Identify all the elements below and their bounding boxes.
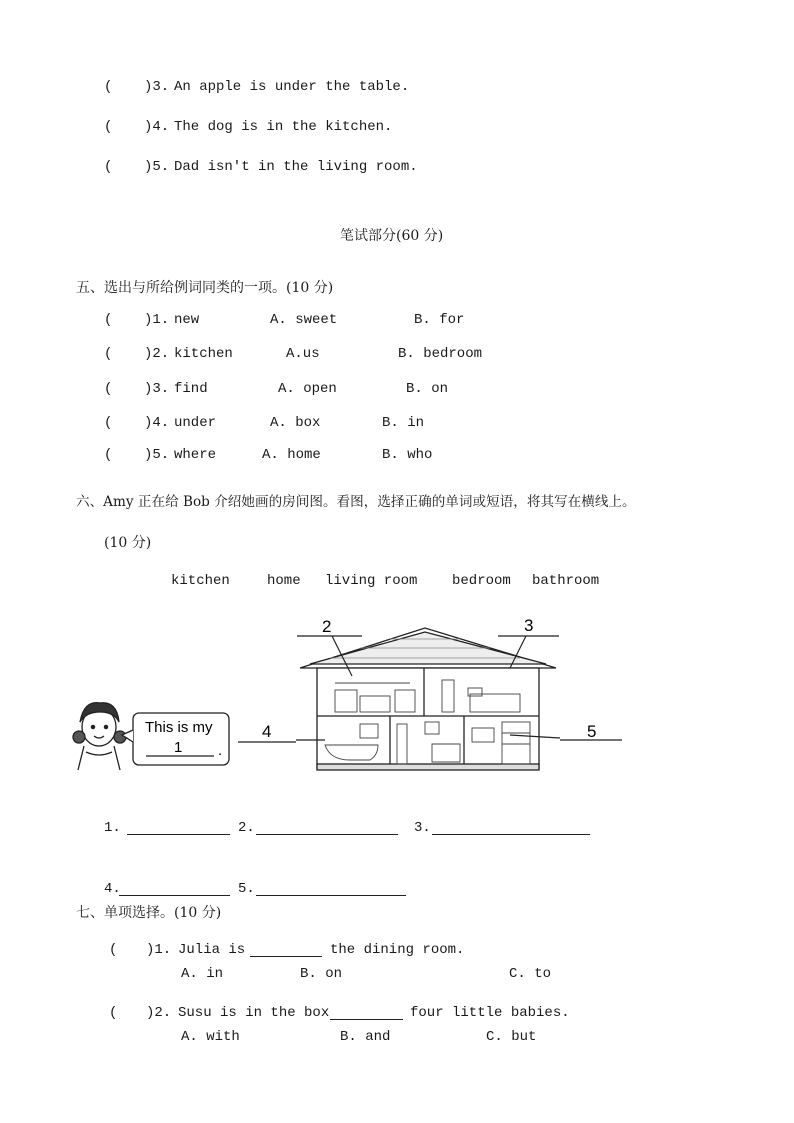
option-a[interactable]: A. with xyxy=(181,1029,240,1045)
word-bank-item: bathroom xyxy=(532,573,600,589)
answer-number: 1. xyxy=(104,820,121,836)
fill-blank[interactable] xyxy=(250,942,322,957)
answer-paren[interactable]: ( xyxy=(104,415,113,431)
label-5: 5 xyxy=(587,722,597,741)
item-number: )5. xyxy=(144,159,170,175)
item-number: )4. xyxy=(144,119,170,135)
answer-paren[interactable]: ( xyxy=(104,447,113,463)
word-bank-item: bedroom xyxy=(452,573,511,589)
answer-blank-2[interactable] xyxy=(256,820,398,835)
word-bank-item: home xyxy=(267,573,301,589)
speech-blank-number: 1 xyxy=(174,739,183,756)
example-word: where xyxy=(174,447,217,463)
section-6-title: 六、Amy 正在给 Bob 介绍她画的房间图。看图，选择正确的单词或短语，将其写在横线上。 xyxy=(76,494,636,510)
option-b[interactable]: B. on xyxy=(300,966,343,982)
item-number: )3. xyxy=(144,381,170,397)
speech-text: This is my xyxy=(145,719,213,736)
option-c[interactable]: C. to xyxy=(509,966,552,982)
answer-blank-5[interactable] xyxy=(256,881,406,896)
answer-paren[interactable]: ( xyxy=(104,119,113,135)
answer-number: 4. xyxy=(104,881,121,897)
section-5-title: 五、选出与所给例词同类的一项。(10 分) xyxy=(76,280,334,296)
item-text: Dad isn't in the living room. xyxy=(174,159,418,175)
option-b[interactable]: B. and xyxy=(340,1029,391,1045)
item-text-after: four little babies. xyxy=(410,1005,570,1021)
answer-blank-4[interactable] xyxy=(119,881,230,896)
answer-paren[interactable]: ( xyxy=(109,942,118,958)
item-number: )4. xyxy=(144,415,170,431)
section-7-title: 七、单项选择。(10 分) xyxy=(76,905,222,921)
option-a[interactable]: A. sweet xyxy=(270,312,338,328)
example-word: new xyxy=(174,312,200,328)
item-text-after: the dining room. xyxy=(330,942,465,958)
item-text-before: Susu is in the box xyxy=(178,1005,330,1021)
answer-blank-3[interactable] xyxy=(432,820,590,835)
item-number: )5. xyxy=(144,447,170,463)
option-b[interactable]: B. for xyxy=(414,312,465,328)
label-4: 4 xyxy=(262,722,272,741)
answer-paren[interactable]: ( xyxy=(104,159,113,175)
option-a[interactable]: A. box xyxy=(270,415,321,431)
item-number: )2. xyxy=(146,1005,172,1021)
label-3: 3 xyxy=(524,616,534,635)
item-text: The dog is in the kitchen. xyxy=(174,119,393,135)
label-2: 2 xyxy=(322,617,332,636)
answer-paren[interactable]: ( xyxy=(104,381,113,397)
answer-number: 2. xyxy=(238,820,255,836)
house-illustration xyxy=(0,600,794,800)
example-word: find xyxy=(174,381,208,397)
answer-paren[interactable]: ( xyxy=(104,312,113,328)
option-b[interactable]: B. on xyxy=(406,381,449,397)
option-b[interactable]: B. who xyxy=(382,447,433,463)
item-text: An apple is under the table. xyxy=(174,79,410,95)
answer-paren[interactable]: ( xyxy=(109,1005,118,1021)
option-c[interactable]: C. but xyxy=(486,1029,537,1045)
example-word: under xyxy=(174,415,217,431)
answer-paren[interactable]: ( xyxy=(104,346,113,362)
item-text-before: Julia is xyxy=(178,942,246,958)
example-word: kitchen xyxy=(174,346,233,362)
item-number: )3. xyxy=(144,79,170,95)
option-a[interactable]: A. home xyxy=(262,447,321,463)
answer-paren[interactable]: ( xyxy=(104,79,113,95)
option-b[interactable]: B. bedroom xyxy=(398,346,483,362)
answer-number: 3. xyxy=(414,820,431,836)
option-a[interactable]: A. in xyxy=(181,966,224,982)
girl-figure-icon xyxy=(73,703,126,770)
answer-blank-1[interactable] xyxy=(127,820,230,835)
item-number: )2. xyxy=(144,346,170,362)
option-a[interactable]: A. open xyxy=(278,381,337,397)
written-part-title: 笔试部分(60 分) xyxy=(340,228,444,244)
speech-bubble xyxy=(122,713,229,765)
item-number: )1. xyxy=(144,312,170,328)
item-number: )1. xyxy=(146,942,172,958)
option-b[interactable]: B. in xyxy=(382,415,425,431)
fill-blank[interactable] xyxy=(330,1005,403,1020)
option-a[interactable]: A.us xyxy=(286,346,320,362)
answer-number: 5. xyxy=(238,881,255,897)
svg-text:.: . xyxy=(218,742,223,759)
section-6-points: (10 分) xyxy=(104,535,152,551)
word-bank-item: kitchen xyxy=(171,573,230,589)
word-bank-item: living room xyxy=(325,573,418,589)
